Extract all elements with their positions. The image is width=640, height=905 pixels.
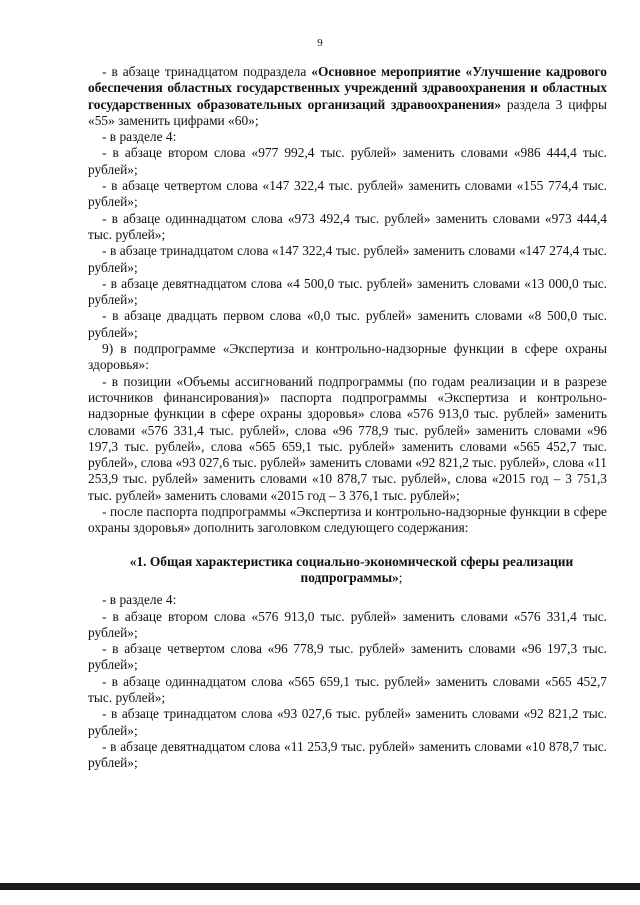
paragraph-amendment: - в абзаце тринадцатом слова «147 322,4 тыс. рублей» заменить словами «147 274,4 тыс. рублей»; (88, 243, 607, 275)
heading-text: «1. Общая характеристика социально-экономической сферы реализации подпрограммы» (129, 553, 574, 585)
paragraph-add-heading: - после паспорта подпрограммы «Экспертиза и контрольно-надзорные функции в сфере охраны здоровья» дополнить заголовком следующего содержания: (88, 504, 607, 536)
page-number: 9 (317, 37, 323, 49)
paragraph-amendment: - в абзаце одиннадцатом слова «565 659,1 тыс. рублей» заменить словами «565 452,7 тыс. рублей»; (88, 673, 607, 705)
paragraph-section-4: - в разделе 4: (102, 592, 177, 608)
paragraph-prefix: - в абзаце тринадцатом подраздела (102, 64, 312, 79)
paragraph-subprogram-9: 9) в подпрограмме «Экспертиза и контрольно-надзорные функции в сфере охраны здоровья»: (88, 341, 607, 373)
paragraph-amendment: - в абзаце втором слова «977 992,4 тыс. рублей» заменить словами «986 444,4 тыс. рублей»; (88, 145, 607, 177)
paragraph-section-4: - в разделе 4: (102, 129, 177, 145)
paragraph-amendment: - в абзаце четвертом слова «147 322,4 тыс. рублей» заменить словами «155 774,4 тыс. рублей»; (88, 178, 607, 210)
paragraph-amendment: - в абзаце тринадцатом слова «93 027,6 тыс. рублей» заменить словами «92 821,2 тыс. рублей»; (88, 706, 607, 738)
paragraph-amendment: - в абзаце девятнадцатом слова «4 500,0 тыс. рублей» заменить словами «13 000,0 тыс. рублей»; (88, 275, 607, 308)
heading-suffix: ; (398, 569, 403, 585)
spacer (88, 537, 607, 554)
paragraph-amendment: - в абзаце двадцать первом слова «0,0 тыс. рублей» заменить словами «8 500,0 тыс. рублей»; (88, 308, 607, 340)
paragraph-amendment: - в абзаце четвертом слова «96 778,9 тыс. рублей» заменить словами «96 197,3 тыс. рублей»; (88, 641, 607, 673)
paragraph-amendment: - в абзаце втором слова «576 913,0 тыс. рублей» заменить словами «576 331,4 тыс. рублей»; (88, 608, 607, 640)
document-body (88, 64, 607, 771)
bottom-border (0, 883, 640, 890)
paragraph-amendment: - в абзаце девятнадцатом слова «11 253,9 тыс. рублей» заменить словами «10 878,7 тыс. рублей»; (88, 738, 607, 771)
paragraph-suffix: раздела 3 цифры «55» заменить цифрами «60»; (88, 96, 607, 128)
section-heading (88, 554, 607, 587)
paragraph-amendment-subsection (88, 64, 607, 129)
paragraph-passport-amendment: - в позиции «Объемы ассигнований подпрограммы (по годам реализации и в разрезе источников финансирования)» паспорта подпрограммы «Экспертиза и контрольно-надзорные функции в сфере охраны здоровья» слова «576 913,0 тыс. рублей» заменить словами «576 331,4 тыс. рублей», слова «96 778,9 тыс. рублей» заменить словами «96 197,3 тыс. рублей», слова «565 659,1 тыс. рублей» заменить словами «565 452,7 тыс. рублей», слова «93 027,6 тыс. рублей» заменить словами «92 821,2 тыс. рублей», слова «11 253,9 тыс. рублей» заменить словами «10 878,7 тыс. рублей», слова «2015 год – 3 751,3 тыс. рублей» заменить словами «2015 год – 3 376,1 тыс. рублей»; (88, 373, 607, 503)
measure-title: «Основное мероприятие «Улучшение кадрового обеспечения областных государственных учреждений здравоохранения и областных государственных образовательных организаций здравоохранения» (88, 64, 607, 112)
paragraph-amendment: - в абзаце одиннадцатом слова «973 492,4 тыс. рублей» заменить словами «973 444,4 тыс. рублей»; (88, 210, 607, 242)
